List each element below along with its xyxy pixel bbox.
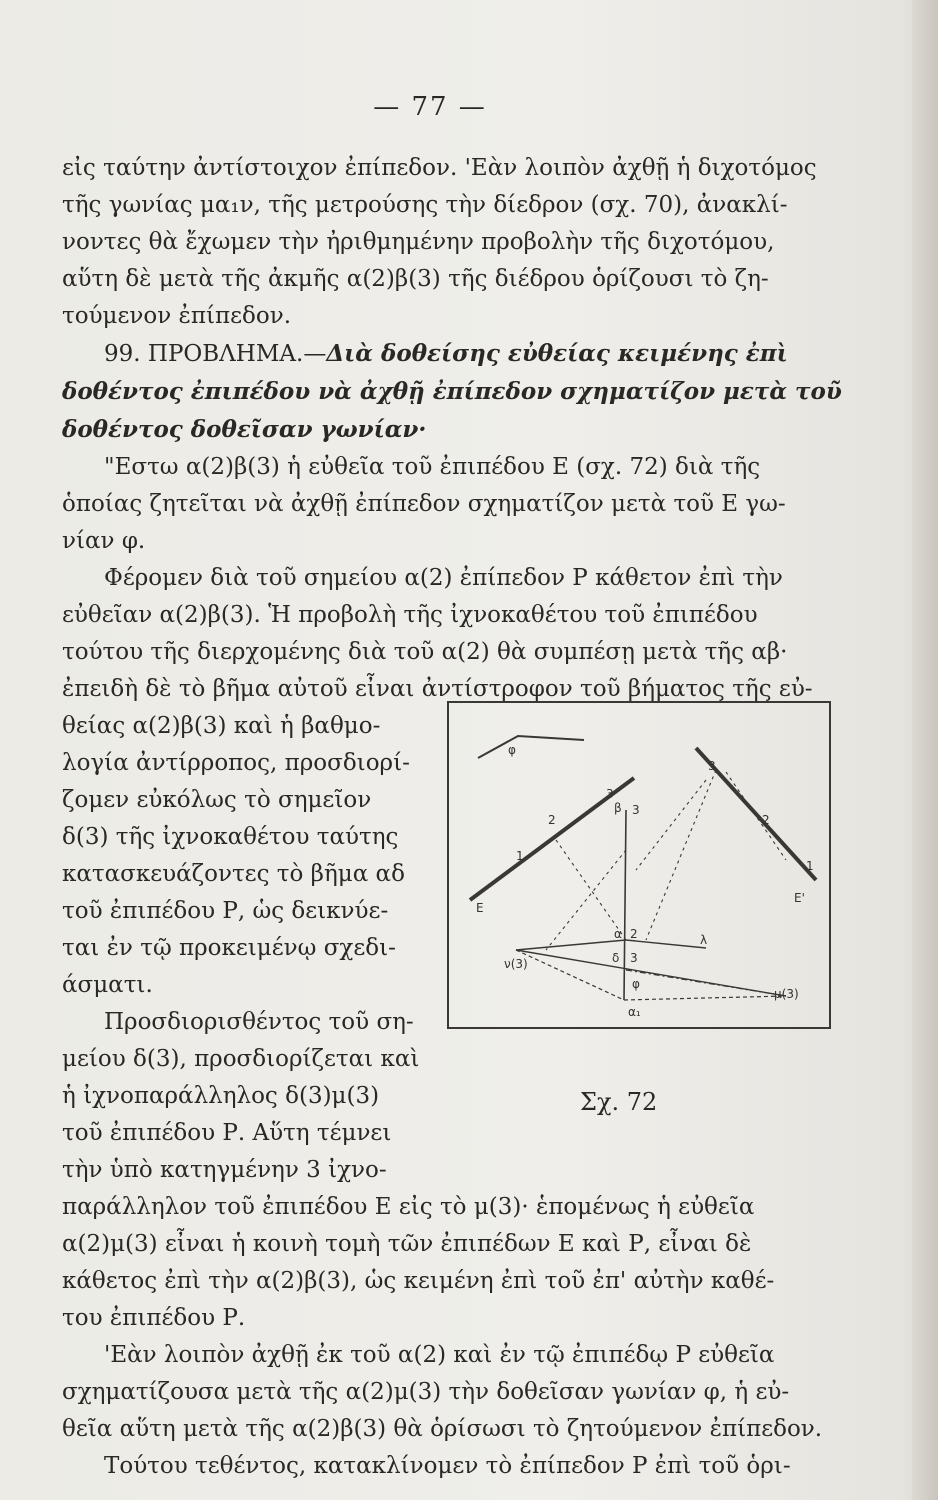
text-line: ὁποίας ζητεῖται νὰ ἀχθῇ ἐπίπεδον σχηματίζον μετὰ τοῦ Ε γω- [62, 491, 786, 517]
label-E-right: Ε' [794, 891, 805, 905]
text-line: δ(3) τῆς ἰχνοκαθέτου ταύτης [62, 824, 399, 850]
label-E-2: 2 [548, 813, 556, 827]
label-phi-small: φ [632, 977, 640, 991]
text-line: τοῦ ἐπιπέδου Ρ. Αὕτη τέμνει [62, 1120, 392, 1146]
text-line: ται ἐν τῷ προκειμένῳ σχεδι- [62, 935, 396, 961]
label-right-3: 3 [708, 759, 716, 773]
text-line: θείας α(2)β(3) καὶ ἡ βαθμο- [62, 713, 381, 739]
problem-label: 99. ΠΡΟΒΛΗΜΑ.— [104, 341, 327, 367]
label-n2: 2 [630, 927, 638, 941]
text-line: θεῖα αὕτη μετὰ τῆς α(2)β(3) θὰ ὁρίσωσι τὸ ζητούμενον ἐπίπεδον. [62, 1416, 823, 1442]
text-line: αὕτη δὲ μετὰ τῆς ἀκμῆς α(2)β(3) τῆς διέδρου ὁρίζουσι τὸ ζη- [62, 266, 769, 292]
problem-title-line: Διὰ δοθείσης εὐθείας κειμένης ἐπὶ [326, 340, 788, 367]
projection-right-3 [636, 780, 706, 870]
text-line: παράλληλον τοῦ ἐπιπέδου Ε εἰς τὸ μ(3)· ἑπομένως ἡ εὐθεῖα [62, 1194, 755, 1220]
problem-heading [62, 335, 852, 449]
paragraph-determination [62, 1004, 432, 1189]
problem-title-line: δοθέντος ἐπιπέδου νὰ ἀχθῇ ἐπίπεδον σχηματίζον μετὰ τοῦ [62, 378, 842, 405]
paragraph-next [62, 1448, 852, 1485]
label-phi-top: φ [508, 743, 516, 757]
label-v3: ν(3) [504, 957, 528, 971]
paragraph-construction-wrapped [62, 708, 432, 1004]
text-line: τοῦ ἐπιπέδου Ρ, ὡς δεικνύε- [62, 898, 389, 924]
text-line: εἰς ταύτην ἀντίστοιχον ἐπίπεδον. 'Εὰν λοιπὸν ἀχθῇ ἡ διχοτόμος [62, 155, 817, 181]
text-line: τούτου τῆς διερχομένης διὰ τοῦ α(2) θὰ συμπέσῃ μετὰ τῆς αβ· [62, 639, 788, 665]
label-E-left: Ε [476, 901, 484, 915]
label-E-3: 3 [606, 787, 614, 801]
text-line: νίαν φ. [62, 528, 146, 554]
text-line: ἡ ἰχνοπαράλληλος δ(3)μ(3) [62, 1083, 380, 1109]
projection-right-1 [646, 770, 716, 940]
label-d3: 3 [630, 951, 638, 965]
page-gutter-shadow [912, 0, 938, 1500]
label-b3: β [614, 801, 622, 815]
dashed-v3-a1 [516, 950, 624, 1000]
label-mu3: μ(3) [774, 987, 799, 1001]
text-line: Τούτου τεθέντος, κατακλίνομεν τὸ ἐπίπεδον Ρ ἐπὶ τοῦ ὁρι- [104, 1453, 791, 1479]
paragraph-construction [62, 560, 852, 708]
text-line: άσματι. [62, 972, 153, 998]
text-line: του ἐπιπέδου Ρ. [62, 1305, 246, 1331]
projection-left-1 [556, 840, 626, 940]
figure-caption: Σχ. 72 [580, 1088, 658, 1116]
page-number: — 77 — [373, 92, 487, 122]
label-right-1: 1 [806, 859, 814, 873]
label-E-1: 1 [516, 849, 524, 863]
dashed-a1-mu3 [624, 996, 786, 1000]
text-line: ζομεν εὐκόλως τὸ σημεῖον [62, 787, 372, 813]
text-line: κατασκευάζοντες τὸ βῆμα αδ [62, 861, 405, 887]
paragraph-statement [62, 449, 852, 560]
text-line: "Εστω α(2)β(3) ἡ εὐθεῖα τοῦ ἐπιπέδου Ε (σχ. 72) διὰ τῆς [104, 454, 761, 480]
label-a2: α [614, 927, 622, 941]
figure-72-diagram [446, 700, 832, 1030]
label-right-2: 2 [762, 813, 770, 827]
line-a2-lambda [626, 940, 706, 948]
paragraph-conclusion [62, 1337, 852, 1448]
line-v3-a2 [516, 940, 626, 950]
text-line: α(2)μ(3) εἶναι ἡ κοινὴ τομὴ τῶν ἐπιπέδων Ε καὶ Ρ, εἶναι δὲ [62, 1231, 752, 1257]
text-line: εὐθεῖαν α(2)β(3). Ἡ προβολὴ τῆς ἰχνοκαθέτου τοῦ ἐπιπέδου [62, 602, 758, 628]
text-line: τούμενον ἐπίπεδον. [62, 303, 292, 329]
text-line: Φέρομεν διὰ τοῦ σημείου α(2) ἐπίπεδον Ρ κάθετον ἐπὶ τὴν [104, 565, 783, 591]
text-line: μείου δ(3), προσδιορίζεται καὶ [62, 1046, 420, 1072]
label-c3: 3 [632, 803, 640, 817]
text-line: κάθετος ἐπὶ τὴν α(2)β(3), ὡς κειμένη ἐπὶ τοῦ ἐπ' αὐτὴν καθέ- [62, 1268, 775, 1294]
vertical-axis [624, 810, 626, 1000]
label-lambda: λ [700, 933, 708, 947]
text-line: λογία ἀντίρροπος, προσδιορί- [62, 750, 410, 776]
paragraph-determination-full [62, 1189, 852, 1337]
text-line: 'Εὰν λοιπὸν ἀχθῇ ἐκ τοῦ α(2) καὶ ἐν τῷ ἐπιπέδῳ Ρ εὐθεῖα [104, 1342, 775, 1368]
label-delta: δ [612, 951, 620, 965]
label-a1: α₁ [628, 1005, 641, 1019]
text-line: ἐπειδὴ δὲ τὸ βῆμα αὐτοῦ εἶναι ἀντίστροφον τοῦ βήματος τῆς εὐ- [62, 676, 813, 702]
paragraph-intro [62, 150, 852, 335]
text-line: Προσδιορισθέντος τοῦ ση- [104, 1009, 414, 1035]
text-line: σχηματίζουσα μετὰ τῆς α(2)μ(3) τὴν δοθεῖσαν γωνίαν φ, ἡ εὐ- [62, 1379, 790, 1405]
angle-phi-sketch [478, 736, 584, 758]
problem-title-line: δοθέντος δοθεῖσαν γωνίαν· [62, 416, 427, 443]
text-line: τὴν ὑπὸ κατηγμένην 3 ἰχνο- [62, 1157, 387, 1183]
text-line: νοντες θὰ ἔχωμεν τὴν ἠριθμημένην προβολὴν τῆς διχοτόμου, [62, 229, 775, 255]
text-line: τῆς γωνίας μα₁ν, τῆς μετρούσης τὴν δίεδρον (σχ. 70), ἀνακλί- [62, 192, 788, 218]
